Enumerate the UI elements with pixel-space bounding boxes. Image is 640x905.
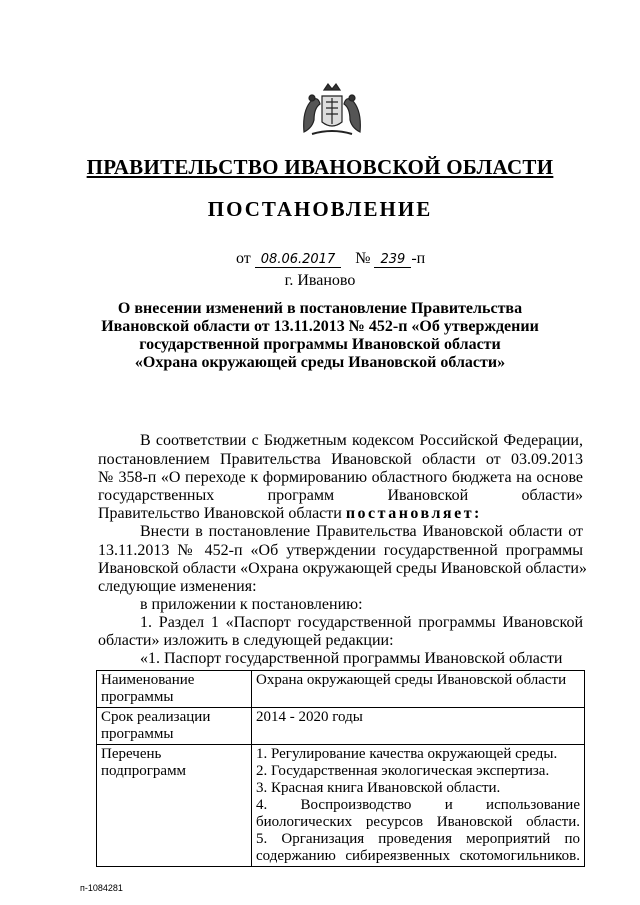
number-prefix: №	[355, 250, 371, 267]
passport-heading: «1. Паспорт государственной программы Ивановской области	[140, 650, 563, 667]
paragraph-line: в приложении к постановлению:	[140, 596, 363, 613]
paragraph-line: В соответствии с Бюджетным кодексом Российской Федерации,	[140, 432, 583, 449]
number-suffix: -п	[411, 250, 426, 267]
paragraph-line: 1. Раздел 1 «Паспорт государственной программы Ивановской	[140, 614, 583, 631]
row-value-line: 3. Красная книга Ивановской области.	[256, 780, 501, 796]
subject-line: О внесении изменений в постановление Правительства	[117, 300, 523, 317]
subject-line: государственной программы Ивановской области	[139, 336, 501, 353]
program-passport-table	[96, 670, 585, 867]
table-row	[97, 708, 585, 745]
subject-line: «Охрана окружающей среды Ивановской области»	[134, 354, 506, 371]
row-value	[252, 671, 585, 708]
paragraph-line: области» изложить в следующей редакции:	[98, 632, 394, 649]
row-label: Наименование программы	[97, 671, 252, 708]
row-label: Срок реализации программы	[97, 708, 252, 745]
number-value: 239	[374, 252, 411, 268]
government-title: ПРАВИТЕЛЬСТВО ИВАНОВСКОЙ ОБЛАСТИ	[86, 155, 554, 179]
row-value-line: 5. Организация проведения мероприятий по содержанию сибиреязвенных скотомогильников.	[256, 831, 580, 864]
date-number-line	[236, 250, 425, 268]
row-value	[252, 708, 585, 745]
row-value-line: 4. Воспроизводство и использование биологических ресурсов Ивановской области.	[256, 797, 580, 830]
document-type-title: ПОСТАНОВЛЕНИЕ	[207, 197, 433, 221]
table-row	[97, 745, 585, 867]
paragraph-line: следующие изменения:	[98, 578, 257, 595]
city: г. Иваново	[284, 272, 356, 289]
row-value-line: 2014 - 2020 годы	[256, 709, 363, 725]
paragraph-line: Ивановской области «Охрана окружающей среды Ивановской области»	[98, 560, 587, 577]
subject-line: Ивановской области от 13.11.2013 № 452-п «Об утверждении	[101, 318, 539, 335]
paragraph-line: государственных программ Ивановской области»	[98, 487, 583, 504]
date-value: 08.06.2017	[255, 252, 341, 268]
table-row	[97, 671, 585, 708]
document-subject	[0, 300, 640, 372]
row-label: Перечень подпрограмм	[97, 745, 252, 867]
paragraph-line: 13.11.2013 № 452-п «Об утверждении государственной программы	[98, 542, 583, 559]
row-value-line: 1. Регулирование качества окружающей среды.	[256, 746, 558, 762]
coat-of-arms-emblem	[298, 80, 366, 138]
document-code: п-1084281	[80, 883, 123, 893]
row-value-line: 2. Государственная экологическая экспертиза.	[256, 763, 550, 779]
government-text: Правительство Ивановской области	[98, 505, 342, 522]
paragraph-line: № 358-п «О переходе к формированию областного бюджета на основе	[98, 469, 583, 486]
paragraph-line	[98, 505, 583, 523]
date-prefix: от	[236, 250, 251, 267]
row-value	[252, 745, 585, 867]
paragraph-line: постановлением Правительства Ивановской области от 03.09.2013	[98, 451, 583, 468]
decree-keyword: постановляет:	[345, 505, 482, 522]
row-value-line: Охрана окружающей среды Ивановской области	[256, 672, 567, 688]
paragraph-line: Внести в постановление Правительства Ивановской области от	[140, 523, 583, 540]
